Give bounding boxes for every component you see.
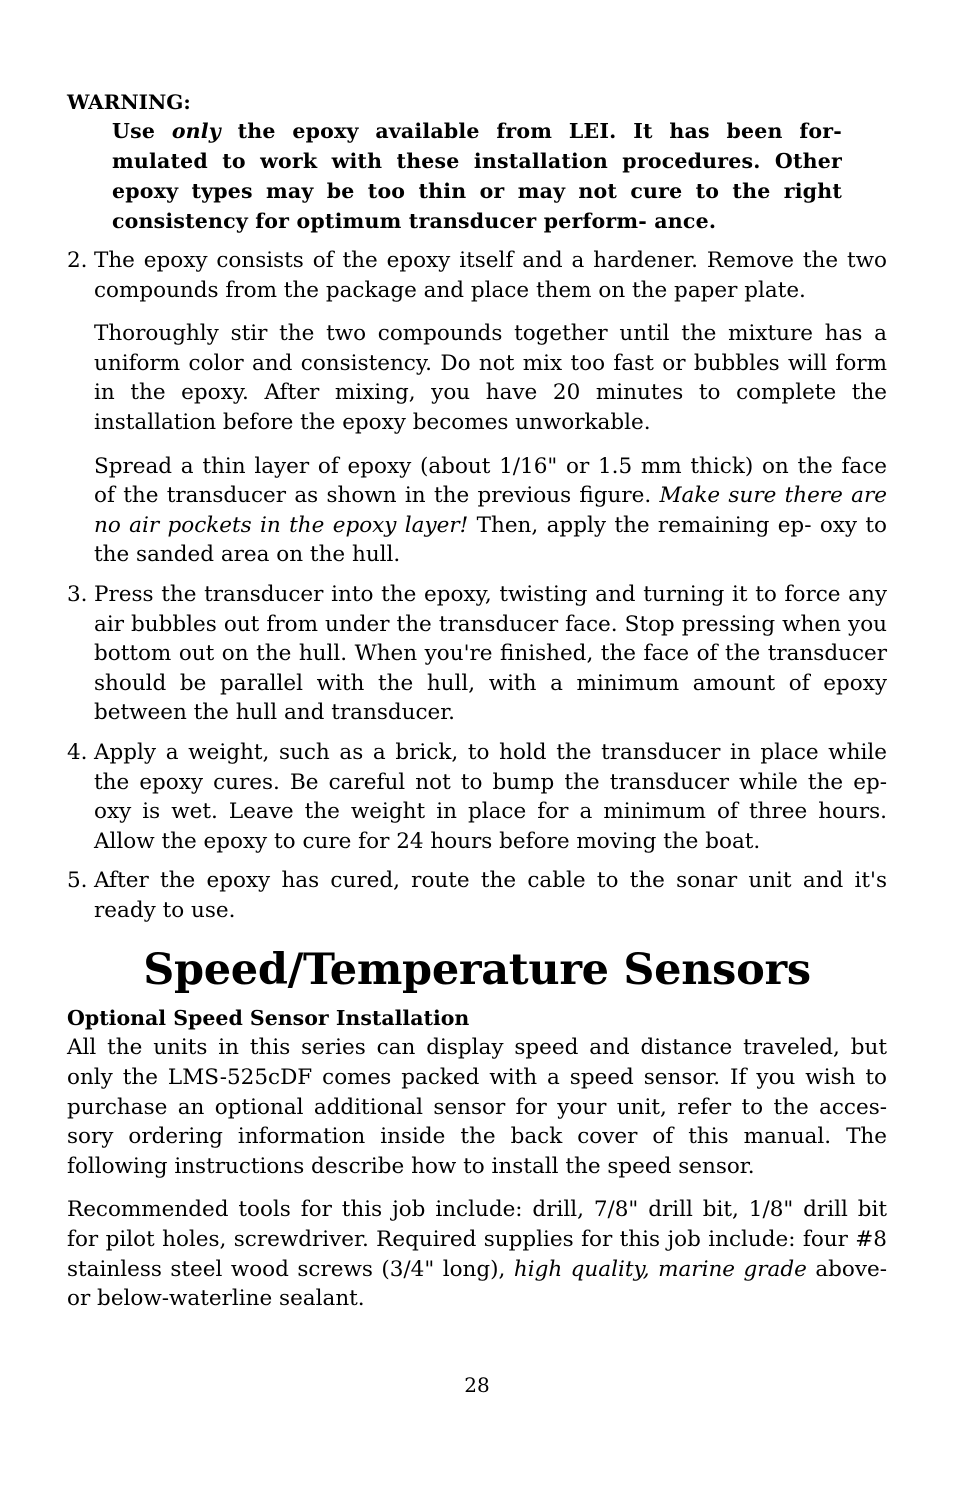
- step-5-text: After the epoxy has cured, route the cable to the sonar unit and it's ready to use.: [94, 868, 887, 923]
- section-paragraph-2: [67, 1195, 887, 1313]
- step-2: [67, 246, 887, 570]
- subsection-heading: Optional Speed Sensor Installation: [67, 1006, 470, 1031]
- manual-page: [67, 88, 887, 1314]
- warning-text-part: the epoxy available from LEI. It has been for- mulated to work with these installation procedures. Other epoxy types may be too thin or may not cure to the right consistency for optimum transducer perform- ance.: [112, 119, 842, 233]
- section-emphasis: high quality, marine grade: [513, 1256, 807, 1282]
- section-text-part: above- or below-waterline sealant.: [67, 1256, 887, 1312]
- warning-text-part: Use: [112, 119, 172, 143]
- warning-text: [112, 116, 842, 236]
- step-3: [67, 580, 887, 728]
- step-number: 3.: [67, 581, 88, 607]
- section-paragraph-1: All the units in this series can display speed and distance traveled, but only the LMS-525cDF comes packed with a speed sensor. If you wish to purchase an optional additional sensor for your unit, refer to the acces- sory ordering information inside the back cover of this manual. The following instructions describe how to install the speed sensor.: [67, 1035, 887, 1179]
- step-number: 4.: [67, 739, 88, 765]
- step-2-text-part: Then, apply the remaining ep- oxy to the sanded area on the hull.: [94, 512, 888, 568]
- step-2-emphasis: Make sure there are no air pockets in the epoxy layer!: [94, 483, 887, 538]
- step-3-text: Press the transducer into the epoxy, twisting and turning it to force any air bubbles out from under the transducer face. Stop pressing when you bottom out on the hull. When you're finished, the face of the transducer should be parallel with the hull, with a minimum amount of epoxy between the hull and transducer.: [94, 581, 887, 726]
- step-number: 5.: [67, 868, 88, 894]
- step-4-text: Apply a weight, such as a brick, to hold the transducer in place while the epoxy cures. Be careful not to bump the transducer while the ep- oxy is wet. Leave the weight in place for a minimum of three hours. Allow the epoxy to cure for 24 hours before moving the boat.: [94, 739, 887, 854]
- section-text-part: Recommended tools for this job include: drill, 7/8" drill bit, 1/8" drill bit for pilot holes, screwdriver. Required supplies for this job include: four #8 stainless steel wood screws (3/4" long),: [67, 1197, 887, 1282]
- step-5: [67, 866, 887, 925]
- page-number: 28: [464, 1373, 490, 1397]
- step-number: 2.: [67, 248, 88, 273]
- section-heading: Speed/Temperature Sensors: [143, 945, 811, 996]
- warning-emphasis: only: [171, 119, 221, 143]
- warning-title: WARNING:: [67, 90, 191, 114]
- warning-block: [67, 88, 887, 236]
- step-4: [67, 738, 887, 856]
- step-2-paragraph-3: [94, 452, 887, 570]
- step-2-text-part: Spread a thin layer of epoxy (about 1/16" or 1.5 mm thick) on the face of the transducer as shown in the previous figure.: [94, 453, 887, 509]
- step-2-paragraph-1: The epoxy consists of the epoxy itself and a hardener. Remove the two compounds from the package and place them on the paper plate.: [94, 248, 887, 303]
- step-2-paragraph-2: Thoroughly stir the two compounds together until the mixture has a uniform color and consistency. Do not mix too fast or bubbles will form in the epoxy. After mixing, you have 20 minutes to complete the installation before the epoxy becomes unworkable.: [94, 321, 887, 435]
